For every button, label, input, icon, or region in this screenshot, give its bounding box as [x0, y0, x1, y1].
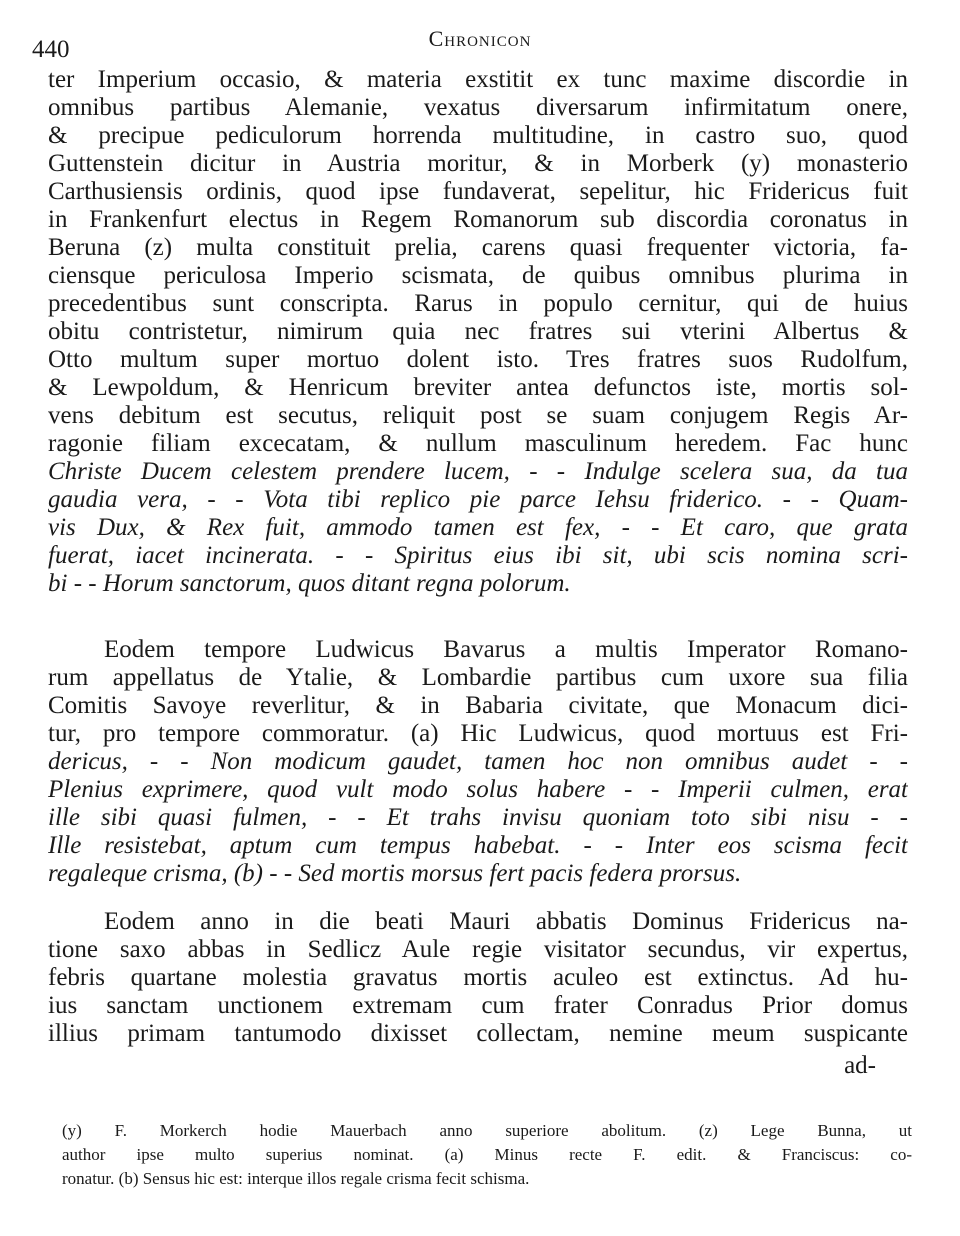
- text-line: omnibus partibus Alemanie, vexatus diversarum infirmitatum onere,: [48, 94, 908, 121]
- text-line: Guttenstein dicitur in Austria moritur, & in Morberk (y) monasterio: [48, 150, 908, 177]
- verse-line: bi - - Horum sanctorum, quos ditant regna polorum.: [48, 570, 571, 597]
- text-line: & Lewpoldum, & Henricum breviter antea defunctos iste, mortis sol-: [48, 374, 908, 401]
- verse-line: regaleque crisma, (b) - - Sed mortis morsus fert pacis federa prorsus.: [48, 860, 742, 887]
- text-line: ragonie filiam excecatam, & nullum masculinum heredem. Fac hunc: [48, 430, 908, 457]
- footnote-line: (y) F. Morkerch hodie Mauerbach anno superiore abolitum. (z) Lege Bunna, ut: [62, 1121, 912, 1140]
- text-line: tione saxo abbas in Sedlicz Aule regie visitator secundus, vir expertus,: [48, 936, 908, 963]
- text-line: ius sanctam unctionem extremam cum frater Conradus Prior domus: [48, 992, 908, 1019]
- catchword: ad-: [844, 1052, 876, 1079]
- text-line: Comitis Savoye reverlitur, & in Babaria civitate, que Monacum dici-: [48, 692, 908, 719]
- verse-line: fuerat, iacet incinerata. - - Spiritus eius ibi sit, ubi scis nomina scri-: [48, 542, 908, 569]
- text-line: precedentibus sunt conscripta. Rarus in populo cernitur, qui de huius: [48, 290, 908, 317]
- text-line: Otto multum super mortuo dolent isto. Tres fratres suos Rudolfum,: [48, 346, 908, 373]
- footnote-line: ronatur. (b) Sensus hic est: interque illos regale crisma fecit schisma.: [62, 1169, 530, 1188]
- verse-line: gaudia vera, - - Vota tibi replico pie parce Iehsu friderico. - - Quam-: [48, 486, 908, 513]
- page-number: 440: [32, 36, 70, 63]
- paragraph-first-line: Eodem anno in die beati Mauri abbatis Dominus Fridericus na-: [104, 908, 908, 935]
- verse-line: vis Dux, & Rex fuit, ammodo tamen est fex, - - Et caro, que grata: [48, 514, 908, 541]
- text-line: & precipue pediculorum horrenda multitudine, in castro suo, quod: [48, 122, 908, 149]
- text-line: obitu contristetur, nimirum quia nec fratres sui vterini Albertus &: [48, 318, 908, 345]
- text-line: febris quartane molestia gravatus mortis aculeo est extinctus. Ad hu-: [48, 964, 908, 991]
- text-line: Carthusiensis ordinis, quod ipse fundaverat, sepelitur, hic Fridericus fuit: [48, 178, 908, 205]
- verse-line: Ille resistebat, aptum cum tempus habebat. - - Inter eos scisma fecit: [48, 832, 908, 859]
- text-line: rum appellatus de Ytalie, & Lombardie partibus cum uxore sua filia: [48, 664, 908, 691]
- text-line: ciensque periculosa Imperio scismata, de quibus omnibus plurima in: [48, 262, 908, 289]
- text-line: Beruna (z) multa constituit prelia, carens quasi frequenter victoria, fa-: [48, 234, 908, 261]
- verse-line: ille sibi quasi fulmen, - - Et trahs invisu quoniam toto sibi nisu - -: [48, 804, 908, 831]
- text-line: vens debitum est secutus, reliquit post se suam conjugem Regis Ar-: [48, 402, 908, 429]
- running-head: Chronicon: [428, 26, 532, 51]
- text-line: in Frankenfurt electus in Regem Romanorum sub discordia coronatus in: [48, 206, 908, 233]
- verse-line: Christe Ducem celestem prendere lucem, - - Indulge scelera sua, da tua: [48, 458, 908, 485]
- text-line: tur, pro tempore commoratur. (a) Hic Ludwicus, quod mortuus est Fri-: [48, 720, 908, 747]
- paragraph-first-line: Eodem tempore Ludwicus Bavarus a multis Imperator Romano-: [104, 636, 908, 663]
- verse-line: Plenius exprimere, quod vult modo solus habere - - Imperii culmen, erat: [48, 776, 908, 803]
- footnote-line: author ipse multo superius nominat. (a) Minus recte F. edit. & Franciscus: co-: [62, 1145, 912, 1164]
- verse-line: dericus, - - Non modicum gaudet, tamen hoc non omnibus audet - -: [48, 748, 908, 775]
- text-line: illius primam tantumodo dixisset collectam, nemine meum suspicante: [48, 1020, 908, 1047]
- text-line: ter Imperium occasio, & materia exstitit ex tunc maxime discordie in: [48, 66, 908, 93]
